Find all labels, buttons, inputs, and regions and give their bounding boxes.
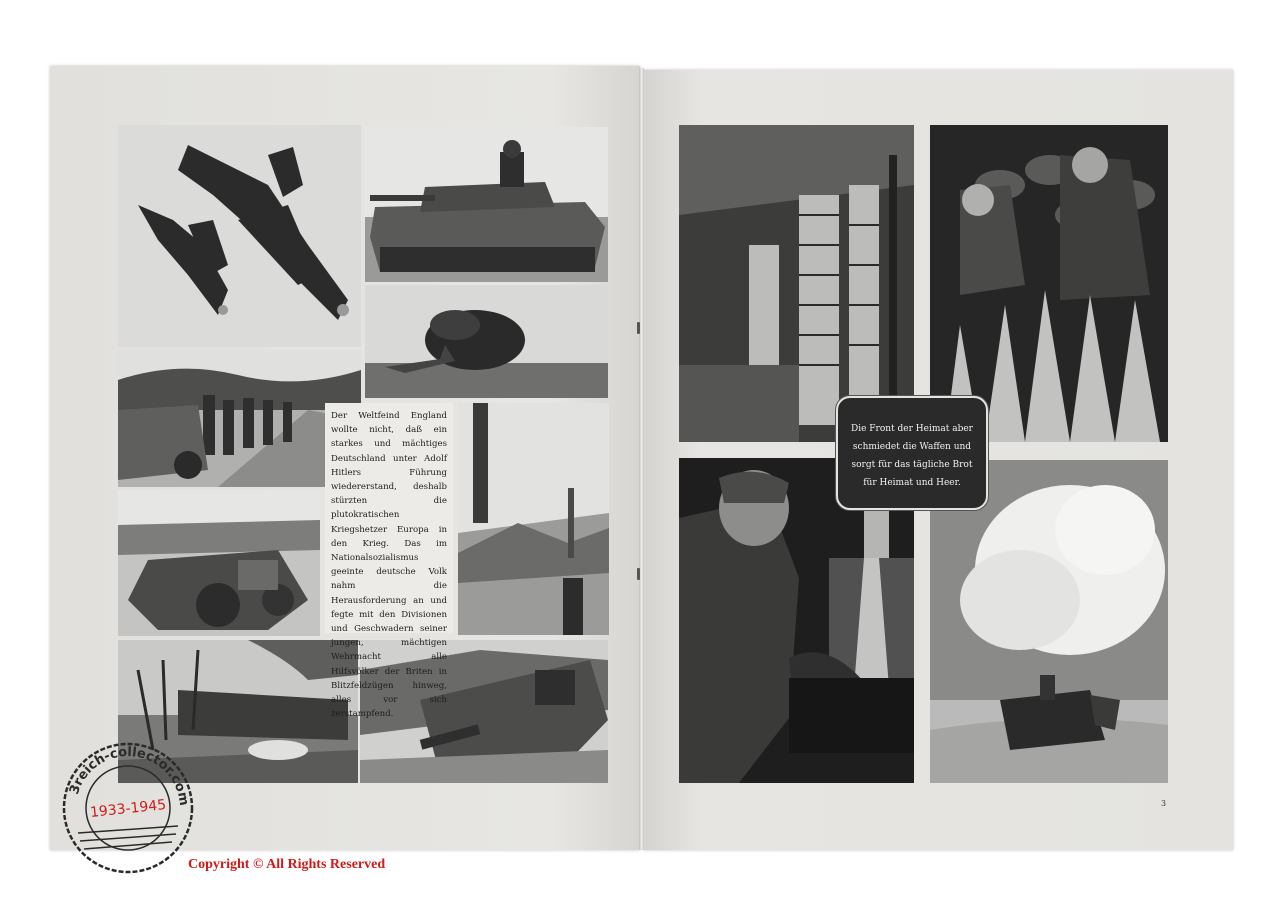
propaganda-paragraph: Der Weltfeind England wollte nicht, daß ein starkes und mächtiges Deutschland unter Adolf Hitlers Führung wiedererstand, deshalb stürzten die plutokratischen Kriegshetzer Europa in den Krieg. Das im Nationalsozialismus geeinte deutsche Volk nahm die Herausforderung an und fegte mit den Divisionen und Geschwadern seiner jungen, mächtigen Wehrmacht alle Hilfsvölker der Briten in Blitzfeldzügen hinweg, alles vor sich zerstampfend. — [331, 411, 447, 720]
left-page-text-box — [325, 403, 453, 720]
photo-tank-commander — [365, 127, 608, 282]
photo-munitions-factory — [679, 125, 914, 442]
book-gutter — [639, 68, 644, 850]
staple — [637, 322, 640, 334]
svg-text:1933-1945: 1933-1945 — [89, 797, 167, 821]
caption-line: sorgt für das tägliche Brot — [851, 460, 973, 470]
caption-box — [836, 396, 988, 510]
staple — [637, 568, 640, 580]
collector-stamp-logo — [58, 738, 198, 878]
photo-stuka-dive-bombers — [118, 125, 361, 347]
caption-line: Die Front der Heimat aber — [851, 424, 973, 434]
photo-battleship-firing — [365, 285, 608, 398]
photo-women-inspecting-shells — [930, 125, 1168, 442]
page-number: 3 — [1161, 799, 1167, 808]
copyright-notice: Copyright © All Rights Reserved — [188, 857, 386, 872]
caption-line: für Heimat und Heer. — [863, 478, 961, 488]
photo-ruined-town — [458, 403, 609, 635]
svg-text:3reich-collector.com: 3reich-collector.com — [67, 744, 192, 807]
caption-line: schmiedet die Waffen und — [852, 442, 972, 452]
photo-wrecked-vehicles — [118, 490, 320, 636]
